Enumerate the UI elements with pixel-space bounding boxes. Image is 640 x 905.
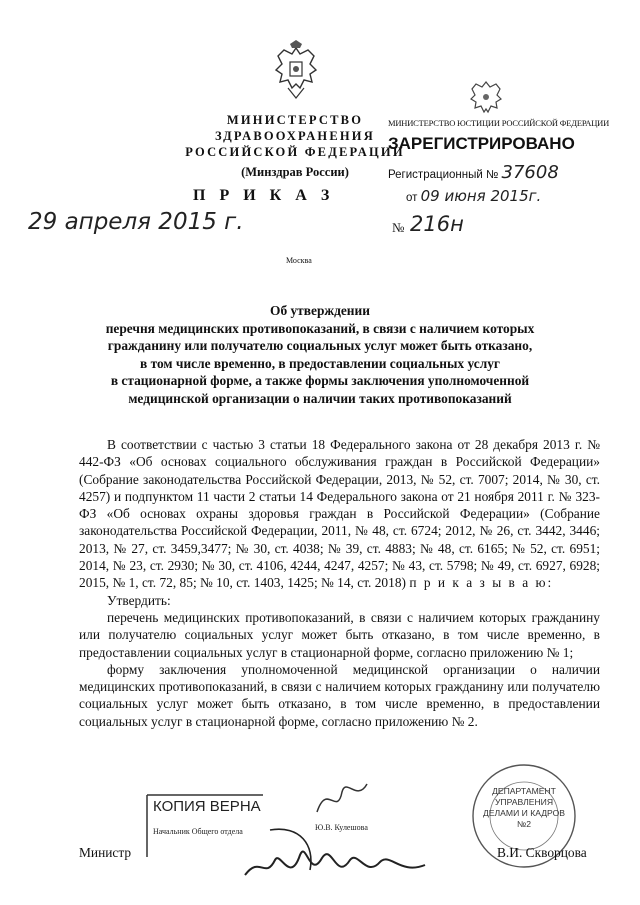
subject-line: гражданину или получателю социальных услуг может быть отказано, (107, 338, 533, 354)
copy-stamp-name: Ю.В. Кулешова (315, 823, 368, 832)
coat-of-arms-small-icon (466, 76, 506, 116)
registration-title: ЗАРЕГИСТРИРОВАНО (388, 134, 575, 153)
signer-position: Министр (79, 845, 132, 860)
preamble-paragraph (79, 436, 600, 592)
registration-number-label: Регистрационный № (388, 169, 499, 181)
initials-signature (312, 772, 372, 827)
order-number-label: № (392, 220, 405, 235)
subject-line: Об утверждении (270, 303, 370, 318)
item1-paragraph: перечень медицинских противопоказаний, в связи с наличием которых гражданину или получателю социальных услуг может быть отказано, в том числе временно, в предоставлении социальных услуг в стационарной форме, согласно приложению № 1; (79, 609, 600, 660)
registration-date-prefix: от (406, 192, 418, 204)
subject-line: медицинской организации о наличии таких противопоказаний (128, 390, 512, 406)
order-city: Москва (286, 256, 312, 265)
copy-stamp-title: КОПИЯ ВЕРНА (153, 798, 261, 815)
signer-name: В.И. Скворцова (497, 845, 587, 860)
registration-number-value: 37608 (501, 162, 559, 183)
ministry-name-line1: МИНИСТЕРСТВО ЗДРАВООХРАНЕНИЯ (215, 113, 375, 143)
dept-stamp-line2: УПРАВЛЕНИЯ (494, 797, 554, 807)
dept-stamp-line3: ДЕЛАМИ И КАДРОВ (482, 808, 565, 818)
order-subject (60, 302, 580, 408)
subject-line: в том числе временно, в предоставлении социальных услуг (140, 355, 500, 371)
ministry-short-name: (Минздрав России) (241, 165, 349, 179)
order-title: П Р И К А З (193, 187, 335, 204)
handwritten-signature (240, 820, 430, 895)
preamble-text: В соответствии с частью 3 статьи 18 Федерального закона от 28 декабря 2013 г. № 442-ФЗ «Об основах социального обслуживания граждан в Российской Федерации» (Собрание законодательства Российской Федерации, 2013, № 52, ст. 7007; 2014, № 30, ст. 4257) и подпунктом 11 части 2 статьи 14 Федерального закона от 21 ноября 2011 г. № 323-ФЗ «Об основах охраны здоровья граждан в Российской Федерации» (Собрание законодательства Российской Федерации, 2011, № 48, ст. 6724; 2012, № 26, ст. 3442, 3446; 2013, № 27, ст. 3459,3477; № 30, ст. 4038; № 39, ст. 4883; № 48, ст. 6165; № 52, ст. 6951; 2014, № 23, ст. 2930; № 30, ст. 4106, 4244, 4247, 4257; № 43, ст. 5798; № 49, ст. 6927, 6928; 2015, № 1, ст. 72, 85; № 10, ст. 1403, 1425; № 14, ст. 2018) (79, 437, 600, 591)
registration-date-line (388, 187, 603, 205)
copy-stamp-chief: Начальник Общего отдела (153, 827, 243, 836)
order-body (79, 436, 600, 730)
registration-number-line (388, 162, 603, 183)
item2-paragraph: форму заключения уполномоченной медицинской организации о наличии медицинских противопоказаний, в связи с наличием которых гражданину или получателю социальных услуг может быть отказано, в том числе временно, в предоставлении социальных услуг в стационарной форме, согласно приложению № 2. (79, 661, 600, 729)
order-word: п р и к а з ы в а ю: (409, 575, 554, 591)
order-date: 29 апреля 2015 г. (28, 209, 244, 235)
registration-org: МИНИСТЕРСТВО ЮСТИЦИИ РОССИЙСКОЙ ФЕДЕРАЦИИ (388, 118, 610, 128)
ministry-name-line2: РОССИЙСКОЙ ФЕДЕРАЦИИ (185, 145, 405, 159)
dept-stamp-line1: ДЕПАРТАМЕНТ (492, 786, 556, 796)
subject-line: перечня медицинских противопоказаний, в связи с наличием которых (105, 320, 535, 336)
subject-line: в стационарной форме, а также формы заключения уполномоченной (110, 373, 530, 389)
order-number: 216н (410, 212, 464, 236)
registration-stamp (388, 118, 610, 205)
approve-paragraph: Утвердить: (107, 592, 171, 608)
coat-of-arms-icon (270, 40, 322, 100)
registration-date-value: 09 июня 2015г. (420, 187, 542, 205)
dept-stamp-line4: №2 (517, 819, 531, 829)
